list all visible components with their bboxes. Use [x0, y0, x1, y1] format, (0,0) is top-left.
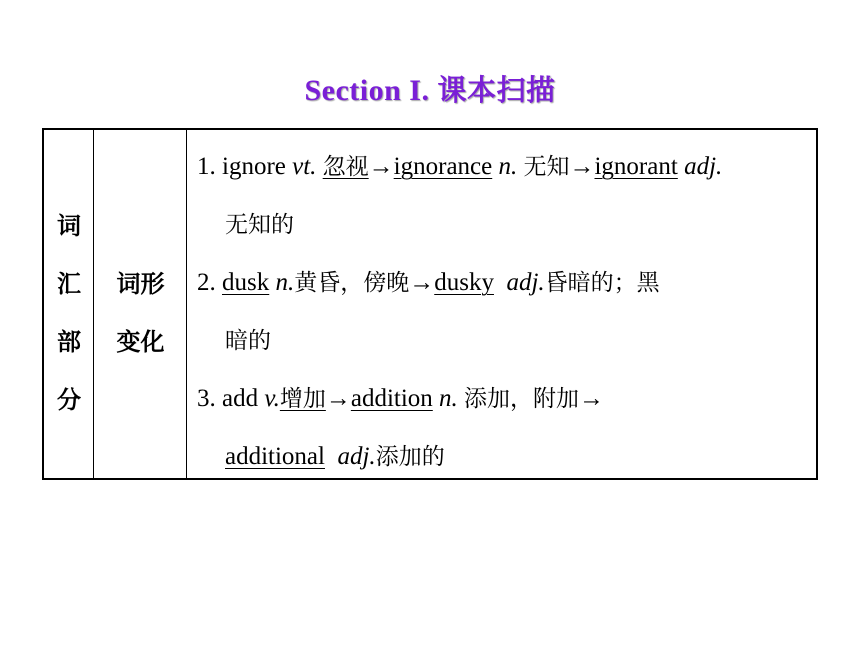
entry-line: 无知的	[225, 212, 294, 238]
section-char: 汇	[57, 270, 81, 298]
answer-blank: 忽视	[322, 154, 369, 180]
vocabulary-table	[42, 128, 818, 480]
entry-line: 暗的	[225, 328, 271, 354]
entry-line: 1. ignore vt. 忽视→ignorance n. 无知→ignorant adj.	[197, 153, 723, 180]
entry-line: 2. dusk n.黄昏，傍晚→dusky adj.昏暗的；黑	[197, 269, 660, 296]
section-column	[44, 130, 94, 478]
answer-blank: addition	[350, 385, 433, 412]
entry-line: 3. add v.增加→addition n. 添加，附加→	[197, 385, 605, 412]
category-column	[94, 130, 187, 478]
answer-blank: dusk	[222, 269, 270, 296]
answer-blank: ignorance	[393, 153, 493, 180]
answer-blank: additional	[225, 443, 325, 470]
entries-column	[187, 130, 818, 478]
section-char: 词	[57, 212, 81, 240]
title-chinese: 课本扫描	[437, 73, 556, 107]
category-label: 变化	[116, 328, 165, 356]
entry-line: additional adj.添加的	[225, 443, 445, 470]
section-char: 部	[57, 328, 81, 356]
title-latin: Section I.	[304, 74, 430, 107]
answer-blank: dusky	[434, 269, 494, 296]
page-title	[0, 68, 860, 109]
section-char: 分	[57, 386, 81, 414]
category-label: 词形	[116, 270, 165, 298]
answer-blank: 增加	[279, 386, 326, 412]
answer-blank: ignorant	[594, 153, 678, 180]
